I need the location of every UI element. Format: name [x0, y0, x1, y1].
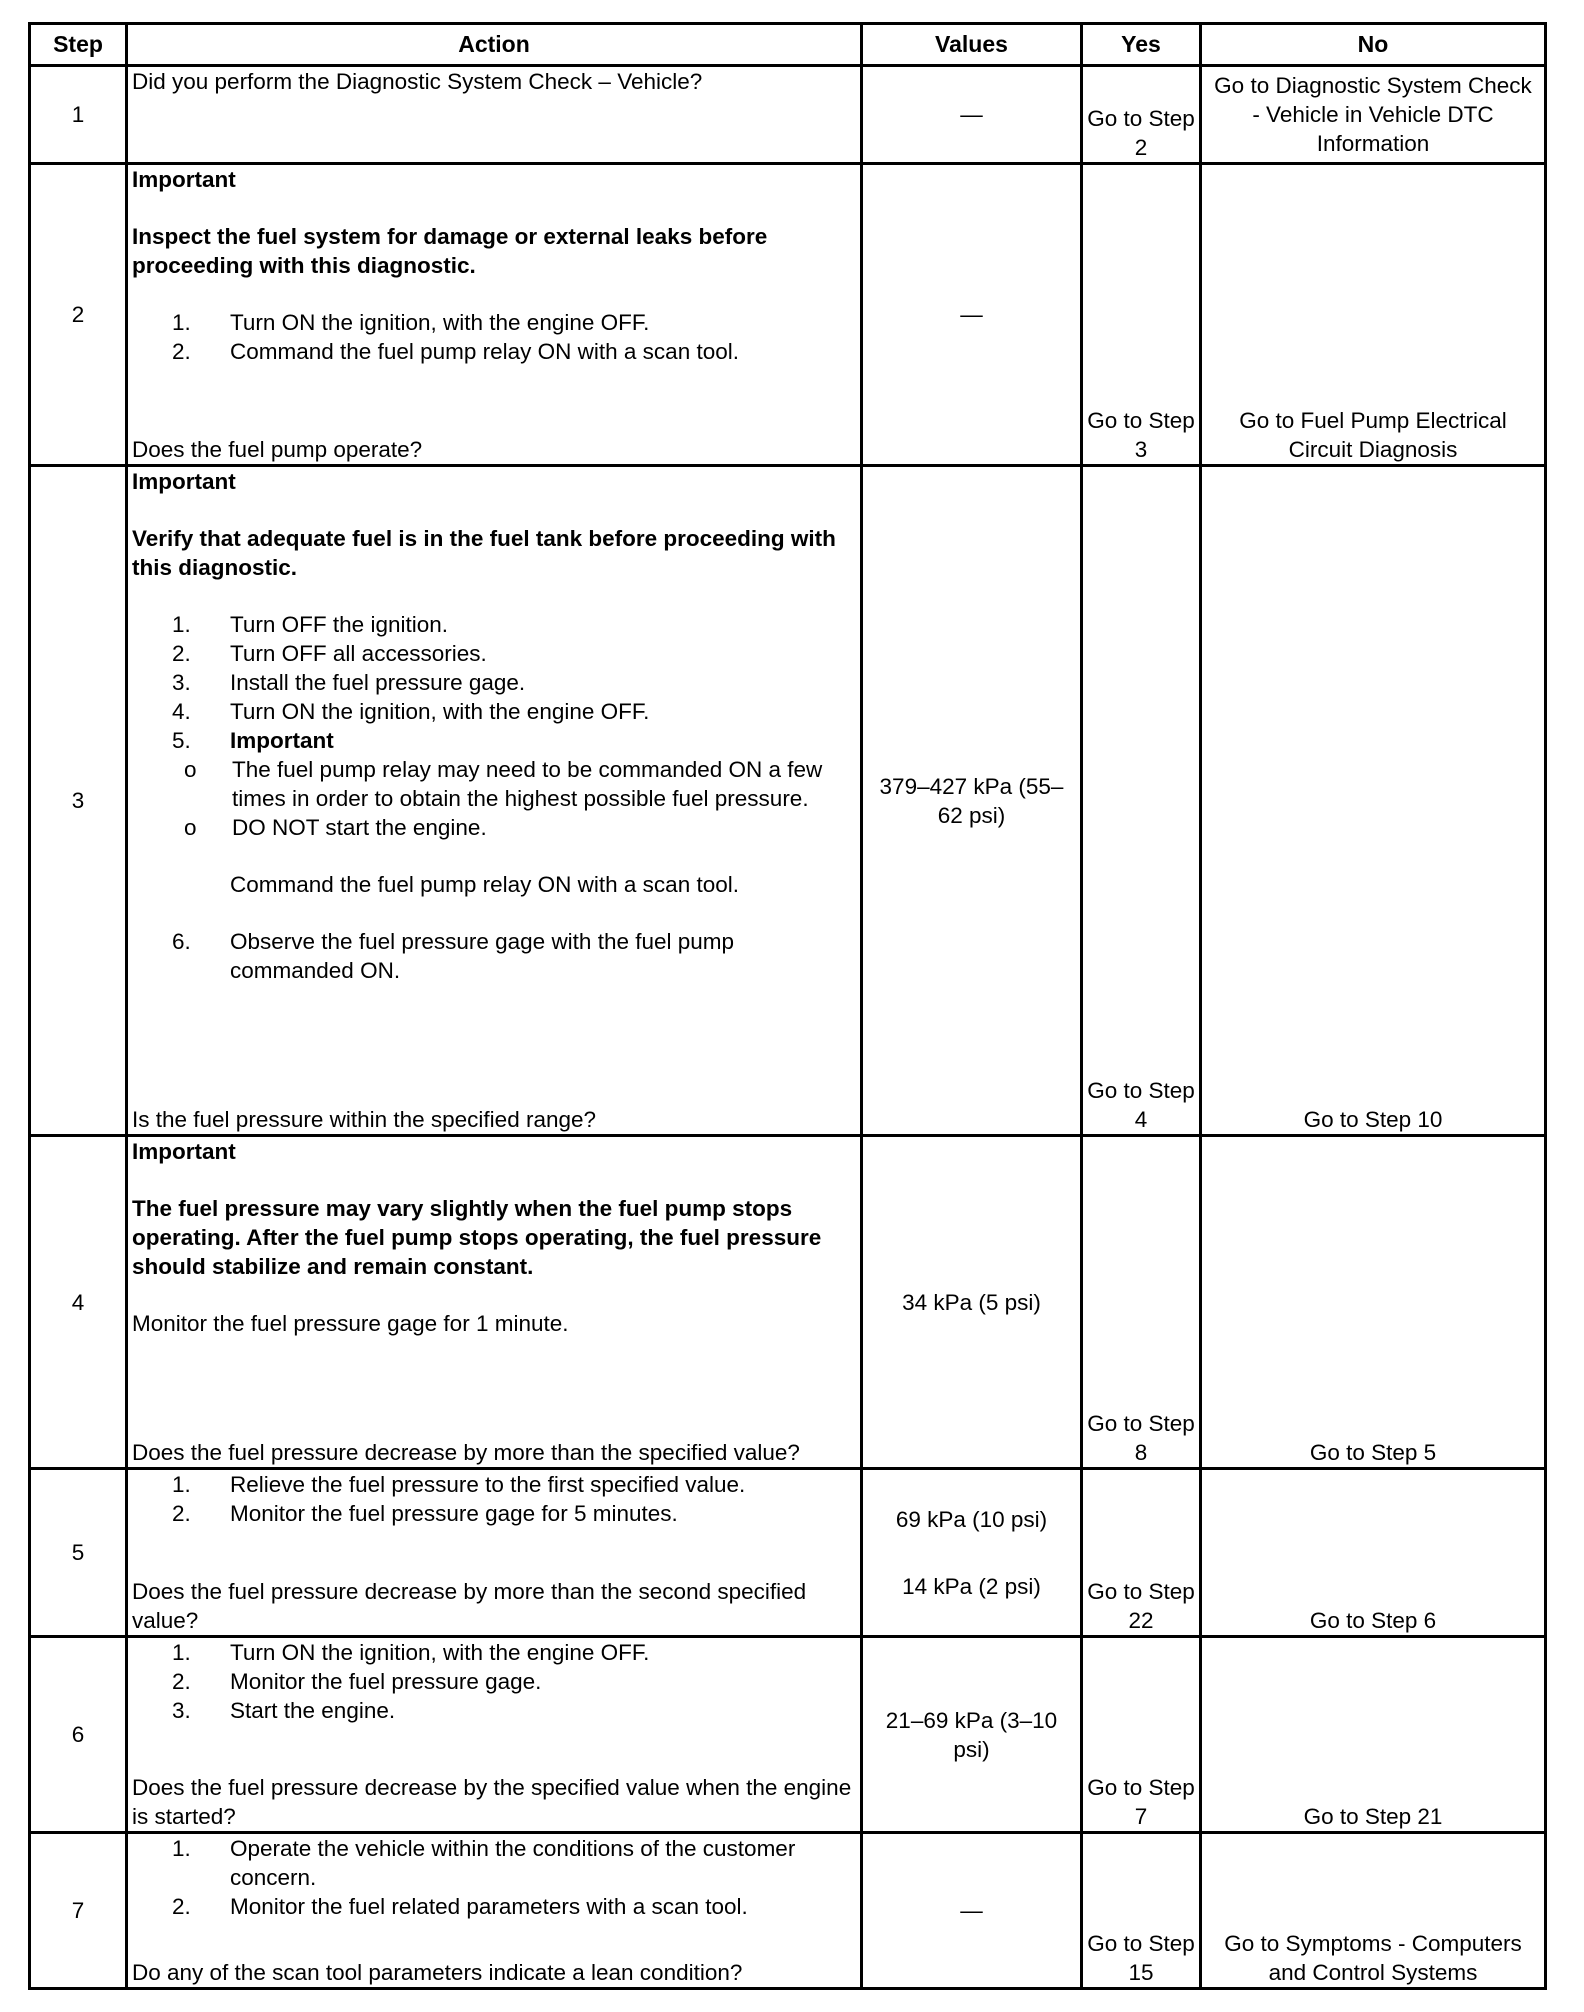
sub-list-item: o The fuel pump relay may need to be commanded ON a few times in order to obtain the highest possible fuel pressure. — [232, 755, 856, 813]
procedure-list — [132, 1470, 856, 1528]
diagnostic-table — [28, 22, 1547, 1990]
value-cell: 21–69 kPa (3–10 psi) — [862, 1637, 1082, 1833]
second-value: 14 kPa (2 psi) — [902, 1573, 1041, 1599]
action-cell — [127, 1833, 862, 1989]
table-row — [30, 466, 1546, 1136]
question-text: Did you perform the Diagnostic System Check – Vehicle? — [132, 69, 703, 94]
value-cell: — — [862, 66, 1082, 164]
action-cell — [127, 1637, 862, 1833]
step-number: 2 — [30, 164, 127, 466]
important-note: Verify that adequate fuel is in the fuel tank before proceeding with this diagnostic. — [132, 526, 836, 580]
sub-list — [132, 755, 856, 842]
list-item: 2. Monitor the fuel pressure gage. — [172, 1669, 542, 1694]
question-text: Is the fuel pressure within the specified range? — [132, 1107, 597, 1132]
list-item: 5. Important o The fuel pump relay may need to be commanded ON a few times in order to obtain the highest possible fuel pressure. o DO NOT start the engine. — [230, 726, 856, 842]
table-row — [30, 66, 1546, 164]
yes-cell: Go to Step 2 — [1082, 66, 1201, 164]
step-number: 4 — [30, 1136, 127, 1469]
procedure-list — [132, 1834, 856, 1921]
list-item: 6. Observe the fuel pressure gage with the fuel pump commanded ON. — [172, 929, 735, 983]
no-cell: Go to Step 21 — [1201, 1637, 1546, 1833]
yes-cell: Go to Step 4 — [1082, 466, 1201, 1136]
header-row — [30, 24, 1546, 66]
question-text: Does the fuel pump operate? — [132, 437, 423, 462]
list-item: 2. Turn OFF all accessories. — [172, 641, 487, 666]
list-item: 1. Turn OFF the ignition. — [172, 612, 449, 637]
list-item: 3. Install the fuel pressure gage. — [172, 670, 526, 695]
header-yes: Yes — [1082, 24, 1201, 66]
no-cell: Go to Step 10 — [1201, 466, 1546, 1136]
header-values: Values — [862, 24, 1082, 66]
step-number: 5 — [30, 1469, 127, 1637]
important-label: Important — [132, 167, 236, 192]
table-row — [30, 1469, 1546, 1637]
no-cell: Go to Fuel Pump Electrical Circuit Diagnosis — [1201, 164, 1546, 466]
step-number: 7 — [30, 1833, 127, 1989]
important-label: Important — [132, 1139, 236, 1164]
yes-cell: Go to Step 22 — [1082, 1469, 1201, 1637]
header-step: Step — [30, 24, 127, 66]
value-cell: 34 kPa (5 psi) — [862, 1136, 1082, 1469]
important-label: Important — [132, 469, 236, 494]
no-cell: Go to Symptoms - Computers and Control Systems — [1201, 1833, 1546, 1989]
list-item: 1. Turn ON the ignition, with the engine OFF. — [172, 1640, 650, 1665]
question-text: Does the fuel pressure decrease by the specified value when the engine is started? — [132, 1775, 852, 1829]
action-cell — [127, 164, 862, 466]
table-row — [30, 1833, 1546, 1989]
no-cell: Go to Diagnostic System Check - Vehicle in Vehicle DTC Information — [1201, 66, 1546, 164]
header-action: Action — [127, 24, 862, 66]
step-number: 1 — [30, 66, 127, 164]
yes-cell: Go to Step 8 — [1082, 1136, 1201, 1469]
table-row — [30, 1136, 1546, 1469]
step-number: 3 — [30, 466, 127, 1136]
question-text: Does the fuel pressure decrease by more than the specified value? — [132, 1440, 800, 1465]
instruction-text: Monitor the fuel pressure gage for 1 minute. — [132, 1311, 569, 1336]
step-number: 6 — [30, 1637, 127, 1833]
first-value: 69 kPa (10 psi) — [895, 1506, 1048, 1532]
procedure-list — [132, 1638, 856, 1725]
question-text: Does the fuel pressure decrease by more than the second specified value? — [132, 1579, 807, 1633]
action-cell — [127, 1136, 862, 1469]
no-cell: Go to Step 5 — [1201, 1136, 1546, 1469]
yes-cell: Go to Step 7 — [1082, 1637, 1201, 1833]
value-cell: — — [862, 1833, 1082, 1989]
value-cell: — — [862, 164, 1082, 466]
header-no: No — [1201, 24, 1546, 66]
list-item: 1. Relieve the fuel pressure to the first specified value. — [172, 1472, 746, 1497]
procedure-list — [132, 308, 856, 366]
list-item: 1. Operate the vehicle within the conditions of the customer concern. — [172, 1836, 796, 1890]
table-row — [30, 164, 1546, 466]
yes-cell: Go to Step 15 — [1082, 1833, 1201, 1989]
yes-cell: Go to Step 3 — [1082, 164, 1201, 466]
no-cell: Go to Step 6 — [1201, 1469, 1546, 1637]
value-cell — [862, 1469, 1082, 1637]
procedure-list — [132, 927, 856, 985]
table-row — [30, 1637, 1546, 1833]
list-item: 2. Monitor the fuel related parameters with a scan tool. — [172, 1894, 748, 1919]
list-item: 4. Turn ON the ignition, with the engine OFF. — [172, 699, 650, 724]
action-cell — [127, 66, 862, 164]
list-item: 1. Turn ON the ignition, with the engine OFF. — [172, 310, 650, 335]
procedure-list — [132, 610, 856, 842]
list-item: 3. Start the engine. — [172, 1698, 396, 1723]
question-text: Do any of the scan tool parameters indicate a lean condition? — [132, 1960, 743, 1985]
important-note: The fuel pressure may vary slightly when the fuel pump stops operating. After the fuel pump stops operating, the fuel pressure should stabilize and remain constant. — [132, 1196, 822, 1279]
list-item: 2. Command the fuel pump relay ON with a scan tool. — [172, 339, 739, 364]
sub-list-item: o DO NOT start the engine. — [232, 813, 856, 842]
value-cell: 379–427 kPa (55–62 psi) — [862, 466, 1082, 1136]
action-cell — [127, 466, 862, 1136]
list-item: 2. Monitor the fuel pressure gage for 5 minutes. — [172, 1501, 678, 1526]
action-cell — [127, 1469, 862, 1637]
important-note: Inspect the fuel system for damage or external leaks before proceeding with this diagnostic. — [132, 224, 768, 278]
continuation-text: Command the fuel pump relay ON with a scan tool. — [230, 872, 739, 897]
